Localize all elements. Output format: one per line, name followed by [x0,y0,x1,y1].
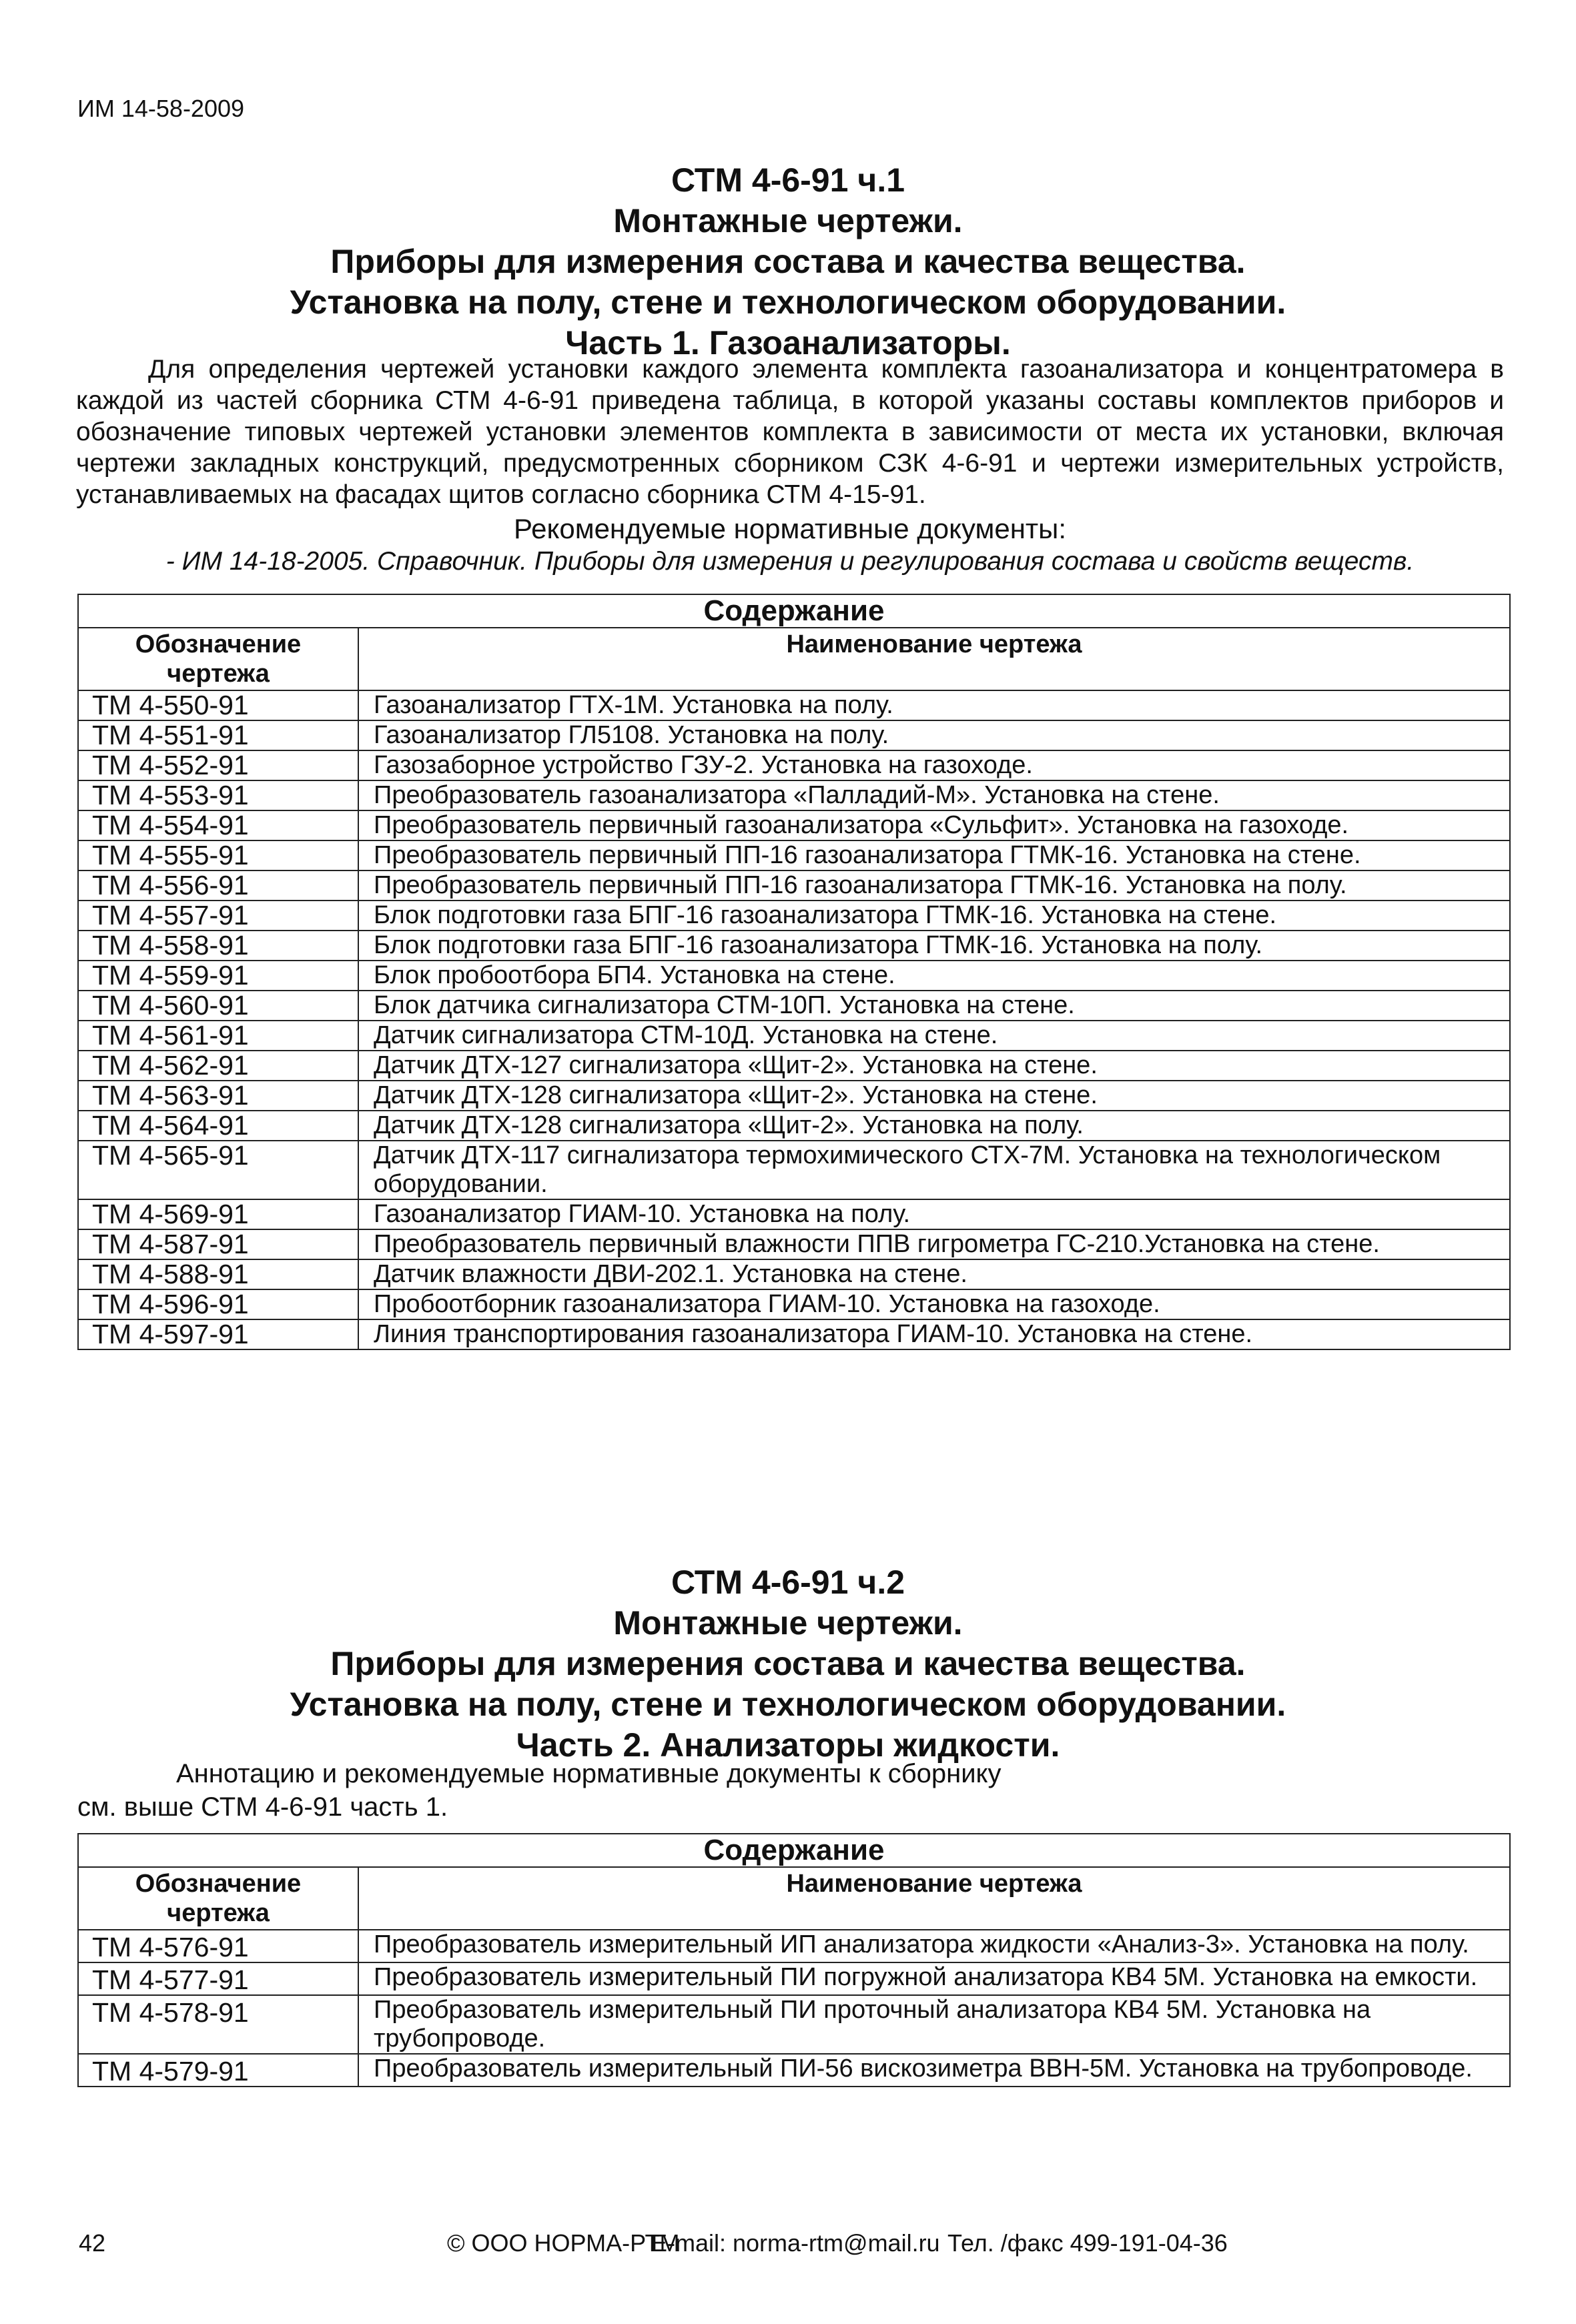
section1-heading-line: Монтажные чертежи. [613,202,963,239]
section2-heading-line: Часть 2. Анализаторы жидкости. [516,1726,1060,1764]
table-row [78,690,1510,720]
column-header-code: Обозначение чертежа [78,1867,358,1930]
table-row [78,1199,1510,1229]
drawing-name: Газоанализатор ГИАМ-10. Установка на полу. [358,1199,1510,1229]
table-row [78,870,1510,901]
drawing-name: Преобразователь измерительный ПИ-56 вискозиметра ВВН-5М. Установка на трубопроводе. [358,2054,1510,2087]
recommended-docs-title: Рекомендуемые нормативные документы: [513,513,1067,544]
table-row [78,1930,1510,1962]
drawing-name: Датчик ДТХ-127 сигнализатора «Щит-2». Установка на стене. [358,1051,1510,1081]
annotation-line: см. выше СТМ 4-6-91 часть 1. [77,1792,448,1822]
drawing-name: Датчик влажности ДВИ-202.1. Установка на стене. [358,1259,1510,1289]
section1-heading-line: СТМ 4-6-91 ч.1 [671,161,905,199]
drawing-code: ТМ 4-597-91 [78,1319,358,1349]
section1-heading [77,160,1499,364]
table-row [78,1259,1510,1289]
drawing-code: ТМ 4-558-91 [78,931,358,961]
table-row [78,810,1510,840]
page-number: 42 [79,2229,106,2257]
drawing-code: ТМ 4-564-91 [78,1111,358,1141]
drawing-code: ТМ 4-576-91 [78,1930,358,1962]
footer-company: © ООО НОРМА-РТМ [447,2229,680,2257]
drawing-code: ТМ 4-587-91 [78,1229,358,1259]
table-row [78,780,1510,810]
drawing-code: ТМ 4-550-91 [78,690,358,720]
drawing-name: Преобразователь измерительный ИП анализатора жидкости «Анализ-3». Установка на полу. [358,1930,1510,1962]
drawing-name: Преобразователь измерительный ПИ погружной анализатора КВ4 5М. Установка на емкости. [358,1962,1510,1995]
drawing-name: Датчик ДТХ-128 сигнализатора «Щит-2». Установка на стене. [358,1081,1510,1111]
drawing-name: Преобразователь первичный ПП-16 газоанализатора ГТМК-16. Установка на полу. [358,870,1510,901]
section1-heading-line: Часть 1. Газоанализаторы. [565,324,1011,362]
drawing-code: ТМ 4-555-91 [78,840,358,870]
drawing-name: Датчик ДТХ-117 сигнализатора термохимического СТХ-7М. Установка на технологическом оборудовании. [358,1141,1510,1199]
drawing-code: ТМ 4-552-91 [78,750,358,780]
table-row [78,1051,1510,1081]
section2-heading [77,1562,1499,1766]
table-row [78,901,1510,931]
drawing-code: ТМ 4-553-91 [78,780,358,810]
table-row [78,1229,1510,1259]
table-row [78,1111,1510,1141]
table-row [78,991,1510,1021]
drawing-code: ТМ 4-578-91 [78,1995,358,2054]
table-title: Содержание [78,1834,1510,1867]
contents-table-part1 [77,594,1511,1350]
drawing-code: ТМ 4-560-91 [78,991,358,1021]
column-header-code: Обозначение чертежа [78,628,358,690]
section1-heading-line: Приборы для измерения состава и качества вещества. [330,243,1246,280]
column-header-name: Наименование чертежа [358,1867,1510,1930]
table-row [78,840,1510,870]
reference-item: - ИМ 14-18-2005. Справочник. Приборы для измерения и регулирования состава и свойств веществ. [165,547,1415,576]
drawing-code: ТМ 4-561-91 [78,1021,358,1051]
drawing-name: Блок датчика сигнализатора СТМ-10П. Установка на стене. [358,991,1510,1021]
table-row [78,1141,1510,1199]
drawing-code: ТМ 4-559-91 [78,961,358,991]
drawing-name: Датчик сигнализатора СТМ-10Д. Установка на стене. [358,1021,1510,1051]
section1-heading-line: Установка на полу, стене и технологическом оборудовании. [290,283,1286,321]
drawing-name: Преобразователь первичный газоанализатора «Сульфит». Установка на газоходе. [358,810,1510,840]
section2-heading-line: Монтажные чертежи. [613,1604,963,1642]
drawing-name: Блок подготовки газа БПГ-16 газоанализатора ГТМК-16. Установка на стене. [358,901,1510,931]
drawing-code: ТМ 4-551-91 [78,720,358,750]
drawing-name: Преобразователь измерительный ПИ проточный анализатора КВ4 5М. Установка на трубопроводе. [358,1995,1510,2054]
table-row [78,750,1510,780]
table-row [78,1962,1510,1995]
drawing-code: ТМ 4-563-91 [78,1081,358,1111]
drawing-name: Газоанализатор ГТХ-1М. Установка на полу. [358,690,1510,720]
column-header-name: Наименование чертежа [358,628,1510,690]
drawing-name: Газоанализатор ГЛ5108. Установка на полу. [358,720,1510,750]
drawing-code: ТМ 4-577-91 [78,1962,358,1995]
drawing-name: Блок пробоотбора БП4. Установка на стене. [358,961,1510,991]
table-row [78,961,1510,991]
section2-heading-line: СТМ 4-6-91 ч.2 [671,1564,905,1601]
annotation-line: Аннотацию и рекомендуемые нормативные документы к сборнику [176,1759,1002,1788]
drawing-name: Преобразователь первичный влажности ППВ гигрометра ГС-210.Установка на стене. [358,1229,1510,1259]
drawing-code: ТМ 4-588-91 [78,1259,358,1289]
table-row [78,1319,1510,1349]
drawing-name: Преобразователь газоанализатора «Палладий-М». Установка на стене. [358,780,1510,810]
table-row [78,1289,1510,1319]
footer-email: E-mail: norma-rtm@mail.ru [651,2229,940,2257]
section2-heading-line: Установка на полу, стене и технологическом оборудовании. [290,1686,1286,1723]
drawing-name: Линия транспортирования газоанализатора ГИАМ-10. Установка на стене. [358,1319,1510,1349]
drawing-code: ТМ 4-562-91 [78,1051,358,1081]
section2-annotation [77,1757,1505,1824]
footer-phone: Тел. /факс 499-191-04-36 [947,2229,1228,2257]
contents-table-part2 [77,1833,1511,2087]
drawing-name: Газозаборное устройство ГЗУ-2. Установка на газоходе. [358,750,1510,780]
drawing-code: ТМ 4-579-91 [78,2054,358,2087]
table-row [78,1081,1510,1111]
table-row [78,1021,1510,1051]
drawing-name: Пробоотборник газоанализатора ГИАМ-10. Установка на газоходе. [358,1289,1510,1319]
drawing-code: ТМ 4-557-91 [78,901,358,931]
drawing-code: ТМ 4-565-91 [78,1141,358,1199]
drawing-name: Преобразователь первичный ПП-16 газоанализатора ГТМК-16. Установка на стене. [358,840,1510,870]
drawing-name: Датчик ДТХ-128 сигнализатора «Щит-2». Установка на полу. [358,1111,1510,1141]
table-title: Содержание [78,594,1510,628]
section2-heading-line: Приборы для измерения состава и качества вещества. [330,1645,1246,1682]
drawing-code: ТМ 4-556-91 [78,870,358,901]
drawing-code: ТМ 4-596-91 [78,1289,358,1319]
intro-paragraph: Для определения чертежей установки каждого элемента комплекта газоанализатора и концентратомера в каждой из частей сборника СТМ 4-6-91 приведена таблица, в которой указаны составы комплектов приборов и обозначение типовых чертежей установки элементов комплекта в зависимости от места их установки, включая чертежи закладных конструкций, предусмотренных сборником СЗК 4-6-91 и чертежи измерительных устройств, устанавливаемых на фасадах щитов согласно сборника СТМ 4-15-91. [76,355,1504,509]
table-row [78,2054,1510,2087]
document-id: ИМ 14-58-2009 [77,95,245,122]
drawing-code: ТМ 4-554-91 [78,810,358,840]
table-row [78,931,1510,961]
section1-intro [76,354,1504,577]
table-row [78,720,1510,750]
drawing-name: Блок подготовки газа БПГ-16 газоанализатора ГТМК-16. Установка на полу. [358,931,1510,961]
table-row [78,1995,1510,2054]
drawing-code: ТМ 4-569-91 [78,1199,358,1229]
